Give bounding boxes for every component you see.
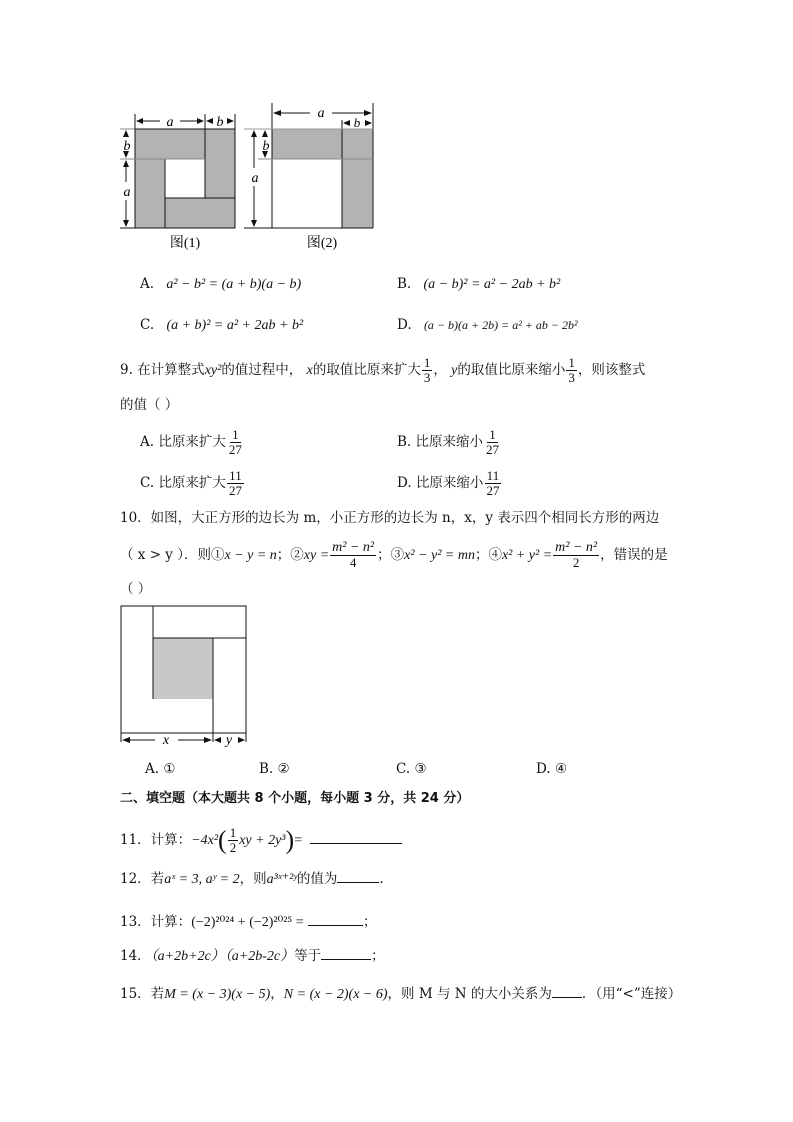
section-2-title: 二、填空题（本大题共 8 个小题，每小题 3 分，共 24 分） [120, 791, 470, 806]
statement-1: x − y = n [224, 548, 277, 563]
fig1-label-b-top: b [216, 115, 224, 130]
fig1-label-a-top: a [166, 115, 174, 130]
option-letter: A. [140, 276, 155, 292]
q10-label-x: x [162, 733, 170, 748]
stem-text: ， [433, 362, 447, 378]
answer-blank[interactable] [552, 983, 582, 998]
fraction: $\frac{1}{27}$ [228, 427, 242, 457]
fig1-shade-right [205, 129, 235, 198]
option-letter: B. [397, 434, 412, 450]
q13: 13．计算：(−2)²⁰²⁴ + (−2)²⁰²⁵ = ； [120, 911, 377, 932]
q9-stem [120, 356, 645, 385]
q14: 14．（a+2b+2c）（a+2b-2c）等于 ； [120, 945, 385, 966]
fig1-shade-bottom [165, 198, 235, 228]
option-text: ① [163, 761, 176, 777]
option-expr: (a − b)² = a² − 2ab + b² [423, 277, 561, 292]
option-letter: D. [397, 317, 412, 333]
expr: （a+2b+2c）（a+2b-2c） [150, 949, 295, 964]
option-text: 比原来扩大 [158, 434, 226, 450]
option-letter: A. [140, 434, 155, 450]
q10-stem-line3: （ ） [120, 581, 152, 597]
option-letter: D. [397, 475, 412, 491]
fig2-label-a-left: a [251, 171, 259, 186]
option-letter: D. [536, 761, 551, 777]
fig1-label-b-left: b [123, 139, 131, 154]
option-text: 比原来缩小 [415, 475, 484, 491]
q9-option-b[interactable] [397, 428, 502, 457]
expr: M = (x − 3)(x − 5) [164, 987, 271, 1002]
fig1-label-a-left: a [123, 185, 131, 200]
q9-option-d[interactable] [397, 469, 502, 498]
q10-option-c[interactable] [396, 760, 427, 778]
fraction: $\frac{1}{27}$ [486, 427, 500, 457]
fraction: $\frac{\text{m² − n²}}{2}$ [555, 540, 598, 570]
question-number: 13．计算： [120, 914, 192, 930]
statement-marker: ④ [488, 547, 502, 563]
statement-marker: ② [290, 547, 304, 563]
fig1-shade-left [135, 159, 165, 228]
expr: a³ˣ⁺²ʸ [266, 872, 297, 887]
fraction: $\frac{1}{3}$ [568, 355, 575, 385]
option-letter: C. [140, 475, 155, 491]
option-expr: (a − b)(a + 2b) = a² + ab − 2b² [423, 318, 578, 332]
expr: aˣ = 3, aʸ = 2 [164, 872, 240, 887]
stem-text: 的值过程中， [221, 362, 303, 378]
q10-option-b[interactable] [259, 760, 290, 778]
fig2-label-a-top: a [317, 106, 325, 121]
fraction: $\frac{1}{3}$ [423, 355, 431, 385]
option-expr: a² − b² = (a + b)(a − b) [166, 277, 302, 292]
q8-option-a[interactable] [140, 275, 301, 294]
q10-option-a[interactable] [145, 760, 175, 778]
fig2-shade-right [342, 129, 373, 228]
question-number: 11．计算： [120, 832, 192, 848]
q10-stem-line1: 10．如图，大正方形的边长为 m，小正方形的边长为 n，x，y 表示四个相同长方形的两边 [120, 510, 660, 526]
answer-blank[interactable] [310, 829, 402, 844]
fig2-label-b-top: b [353, 115, 361, 130]
fig2-shade-top [272, 129, 342, 159]
q12: 12．若aˣ = 3, aʸ = 2，则a³ˣ⁺²ʸ的值为 . [120, 868, 384, 889]
option-letter: B. [397, 276, 412, 292]
figure-2 [240, 100, 385, 255]
fraction: $\frac{11}{27}$ [228, 468, 242, 498]
option-text: 比原来扩大 [158, 475, 226, 491]
condition: （ x > y ）．则 [120, 547, 211, 563]
fig2-caption: 图(2) [306, 236, 338, 251]
question-number: 9. [120, 362, 133, 378]
fig1-shade-top [135, 129, 205, 159]
answer-blank[interactable] [308, 911, 363, 926]
q10-stem-line2: （ x > y ）．则①x − y = n；②xy = $\frac{\text{m² − n²}}{4}$ ；③x² − y² = mn；④x² + y² = $\frac{\text{m² − n²}}{2}$ ，错误的是 [120, 540, 668, 570]
option-text: ④ [554, 761, 568, 777]
stem-var: x [306, 363, 313, 378]
fig2-label-b-left: b [262, 139, 270, 154]
question-number: 14． [120, 948, 151, 964]
stem-text: 的取值比原来扩大 [312, 362, 421, 378]
fraction: $\frac{11}{27}$ [486, 468, 500, 498]
figure-1 [110, 100, 250, 255]
expr: N = (x − 2)(x − 6) [283, 987, 388, 1002]
option-letter: A. [145, 761, 160, 777]
q10-figure [110, 600, 255, 750]
q15: 15．若M = (x − 3)(x − 5)，N = (x − 2)(x − 6)，则 M 与 N 的大小关系为 ．（用“<”连接） [120, 983, 681, 1004]
q10-label-y: y [225, 733, 233, 748]
option-text: ③ [414, 761, 427, 777]
q8-option-c[interactable] [140, 316, 303, 335]
stem-text: 的取值比原来缩小 [457, 362, 566, 378]
option-expr: (a + b)² = a² + 2ab + b² [166, 318, 304, 333]
q8-option-d[interactable] [397, 316, 578, 334]
q11: 11．计算：−4x²( $\frac{1}{2}$ xy + 2y³)= [120, 826, 402, 855]
expr: xy + 2y³ [239, 833, 286, 848]
option-letter: B. [259, 761, 274, 777]
q10-inner-square [153, 638, 213, 699]
option-text: 比原来缩小 [415, 434, 484, 450]
answer-blank[interactable] [321, 945, 371, 960]
statement-3: x² − y² = mn [404, 548, 475, 563]
q8-option-b[interactable] [397, 275, 560, 294]
stem-text: ，则该整式 [577, 362, 646, 378]
q9-stem-line2: 的值（ ） [120, 397, 179, 413]
expr: (−2)²⁰²⁴ + (−2)²⁰²⁵ = [191, 915, 304, 930]
statement-marker: ③ [390, 547, 405, 563]
fraction: $\frac{\text{m² − n²}}{4}$ [332, 540, 375, 570]
question-number: 12．若 [120, 871, 165, 887]
stem-expr: xy² [204, 363, 222, 378]
q9-option-a[interactable] [140, 428, 245, 457]
answer-blank[interactable] [337, 868, 379, 883]
statement-4: x² + y² = [501, 548, 553, 563]
question-number: 15．若 [120, 986, 165, 1002]
fig1-caption: 图(1) [169, 236, 201, 251]
option-letter: C. [140, 317, 155, 333]
q10-option-d[interactable] [536, 760, 567, 778]
stem-text: 在计算整式 [137, 362, 205, 378]
fraction: $\frac{1}{2}$ [229, 825, 237, 855]
q9-option-c[interactable] [140, 469, 245, 498]
statement-2: xy = [303, 548, 330, 563]
stem-var: y [451, 363, 458, 378]
statement-marker: ① [210, 547, 225, 563]
option-text: ② [277, 761, 290, 777]
option-letter: C. [396, 761, 411, 777]
expr: −4x² [191, 833, 219, 848]
